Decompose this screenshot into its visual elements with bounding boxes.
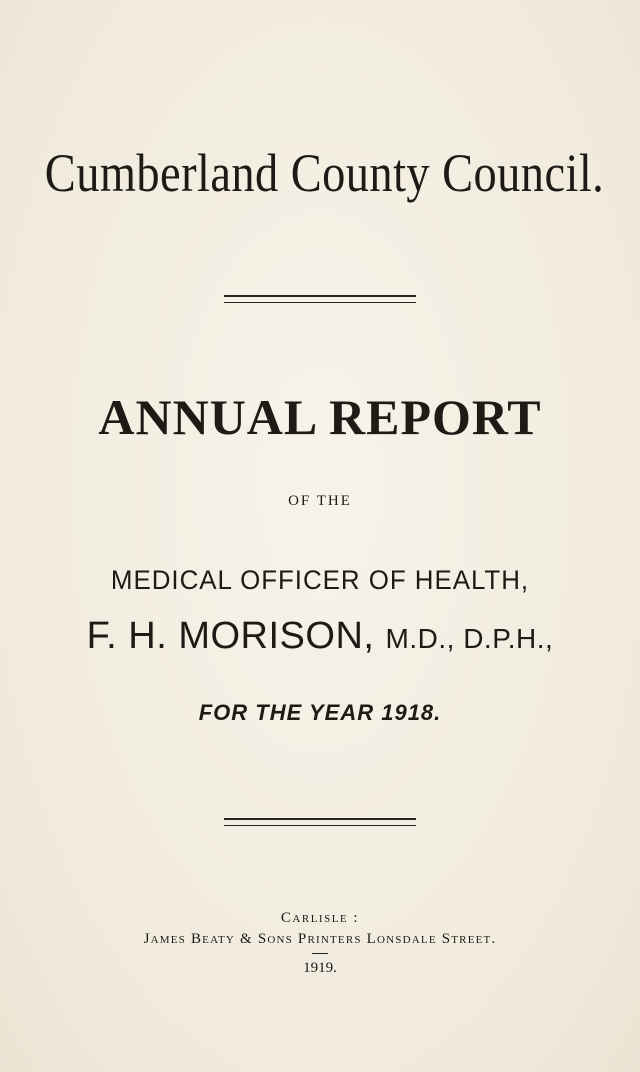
officer-name-line — [0, 615, 640, 658]
officer-title: MEDICAL OFFICER OF HEALTH, — [110, 565, 530, 595]
officer-name: F. H. MORISON, — [86, 615, 375, 657]
short-dash-divider — [312, 953, 328, 954]
report-year: FOR THE YEAR 1918. — [198, 700, 442, 725]
double-rule-divider — [224, 818, 416, 826]
imprint-date: 1919. — [303, 960, 337, 976]
imprint-printer: James Beaty & Sons Printers Lonsdale Street. — [143, 931, 497, 947]
imprint-place: Carlisle : — [280, 910, 360, 926]
council-name: Cumberland County Council. — [44, 143, 605, 203]
report-title: ANNUAL REPORT — [98, 389, 542, 445]
of-the-text: OF THE — [288, 493, 352, 509]
officer-qualifications: M.D., D.P.H., — [385, 623, 554, 654]
double-rule-divider — [224, 295, 416, 303]
